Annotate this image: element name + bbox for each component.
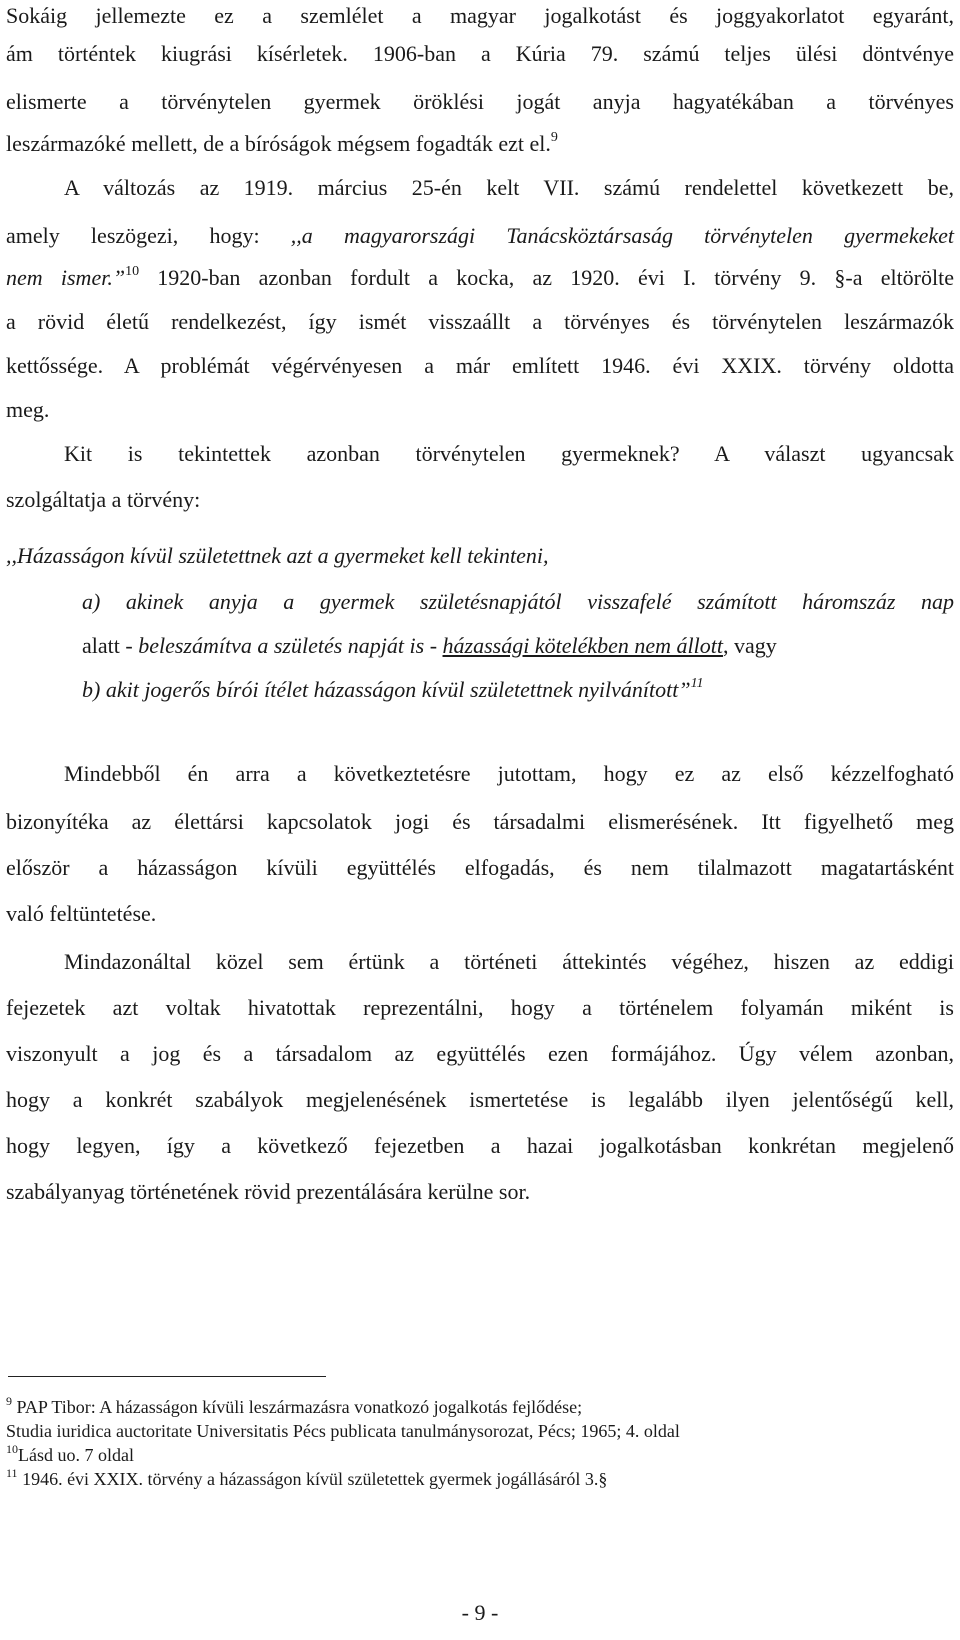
quote-line-4 xyxy=(82,676,954,704)
footnote-ref-9: 9 xyxy=(550,130,558,145)
paragraph-2-line-5: kettőssége. A problémát végérvényesen a már említett 1946. évi XXIX. törvény oldotta xyxy=(6,353,954,378)
quote-line-3-a: alatt - xyxy=(82,633,139,658)
paragraph-1-line-4 xyxy=(6,130,954,158)
paragraph-1-line-4-text: leszármazóké mellett, de a bíróságok mégsem fogadták ezt el. xyxy=(6,131,551,156)
paragraph-5-line-4: hogy a konkrét szabályok megjelenésének ismertetése is legalább ilyen jelentőségű kell, xyxy=(6,1087,954,1112)
quote-line-3 xyxy=(82,632,954,660)
footnote-9-continued xyxy=(6,1420,680,1442)
paragraph-1-line-2: ám történtek kiugrási kísérletek. 1906-ban a Kúria 79. számú teljes ülési döntvénye xyxy=(6,41,954,66)
quote-line-3-dash: - xyxy=(424,633,443,658)
paragraph-1-line-3: elismerte a törvénytelen gyermek öröklési jogát anyja hagyatékában a törvényes xyxy=(6,89,954,114)
paragraph-2-line-3-text: 1920-ban azonban fordult a kocka, az 1920. évi I. törvény 9. §-a eltörölte xyxy=(139,265,954,290)
paragraph-2-line-4: a rövid életű rendelkezést, így ismét visszaállt a törvényes és törvénytelen leszármazók xyxy=(6,309,954,334)
paragraph-4-line-1: Mindebből én arra a következtetésre jutottam, hogy ez az első kézzelfogható xyxy=(64,761,954,786)
paragraph-4-line-2: bizonyítéka az élettársi kapcsolatok jogi és társadalmi elismerésének. Itt figyelhető meg xyxy=(6,809,954,834)
footnote-11 xyxy=(6,1468,607,1490)
paragraph-5-line-2: fejezetek azt voltak hivatottak reprezentálni, hogy a történelem folyamán miként is xyxy=(6,995,954,1020)
quote-line-1: ,,Házasságon kívül születettnek azt a gyermeket kell tekinteni, xyxy=(6,543,549,568)
paragraph-3-line-1: Kit is tekintettek azonban törvénytelen gyermeknek? A választ ugyancsak xyxy=(64,441,954,466)
footnote-ref-11: 11 xyxy=(690,676,704,691)
footnote-11-text: 1946. évi XXIX. törvény a házasságon kívül születettek gyermek jogállásáról 3.§ xyxy=(17,1469,608,1489)
footnote-separator xyxy=(8,1376,326,1377)
paragraph-2-quote: ,,a magyarországi Tanácsköztársaság törvénytelen gyermekeket xyxy=(290,223,954,248)
paragraph-2-line-6: meg. xyxy=(6,397,50,422)
quote-line-2: a) akinek anyja a gyermek születésnapjától visszafelé számított háromszáz nap xyxy=(82,589,954,614)
footnote-10-text: Lásd uo. 7 oldal xyxy=(18,1445,134,1465)
quote-line-3-italic: beleszámítva a születés napját is xyxy=(138,633,425,658)
paragraph-5-line-3: viszonyult a jog és a társadalom az együttélés ezen formájához. Úgy vélem azonban, xyxy=(6,1041,954,1066)
paragraph-2-line-2 xyxy=(6,222,954,250)
paragraph-2-quote-end: nem ismer.” xyxy=(6,265,126,290)
page-number: - 9 - xyxy=(461,1600,499,1625)
paragraph-5-line-6: szabályanyag történetének rövid prezentálására kerülne sor. xyxy=(6,1179,531,1204)
paragraph-5-line-1: Mindazonáltal közel sem értünk a történeti áttekintés végéhez, hiszen az eddigi xyxy=(64,949,954,974)
footnote-ref-10: 10 xyxy=(125,264,140,279)
paragraph-3-line-2: szolgáltatja a törvény: xyxy=(6,487,201,512)
footnote-9-text: PAP Tibor: A házasságon kívüli leszármazásra vonatkozó jogalkotás fejlődése; xyxy=(12,1397,583,1417)
paragraph-5-line-5: hogy legyen, így a következő fejezetben a hazai jogalkotásban konkrétan megjelenő xyxy=(6,1133,954,1158)
footnote-10 xyxy=(6,1444,134,1466)
paragraph-4-line-3: először a házasságon kívüli együttélés elfogadás, és nem tilalmazott magatartásként xyxy=(6,855,954,880)
quote-line-3-underlined: házassági kötelékben nem állott xyxy=(442,633,723,658)
footnote-9-number: 9 xyxy=(6,1394,12,1408)
footnote-9 xyxy=(6,1396,582,1418)
footnote-10-number: 10 xyxy=(6,1442,18,1456)
paragraph-2-line-3 xyxy=(6,264,954,292)
paragraph-2-line-1: A változás az 1919. március 25-én kelt VII. számú rendelettel következett be, xyxy=(64,175,954,200)
footnote-9-continued-text: Studia iuridica auctoritate Universitatis Pécs publicata tanulmánysorozat, Pécs; 1965; 4. oldal xyxy=(6,1421,680,1441)
quote-line-4-text: b) akit jogerős bírói ítélet házasságon kívül születettnek nyilvánított” xyxy=(82,677,691,702)
quote-line-3-end: , vagy xyxy=(722,633,777,658)
paragraph-2-line-2-text: amely leszögezi, hogy: xyxy=(6,223,291,248)
paragraph-1-line-1: Sokáig jellemezte ez a szemlélet a magyar jogalkotást és joggyakorlatot egyaránt, xyxy=(6,3,954,28)
footnote-11-number: 11 xyxy=(6,1466,18,1480)
paragraph-4-line-4: való feltüntetése. xyxy=(6,901,157,926)
